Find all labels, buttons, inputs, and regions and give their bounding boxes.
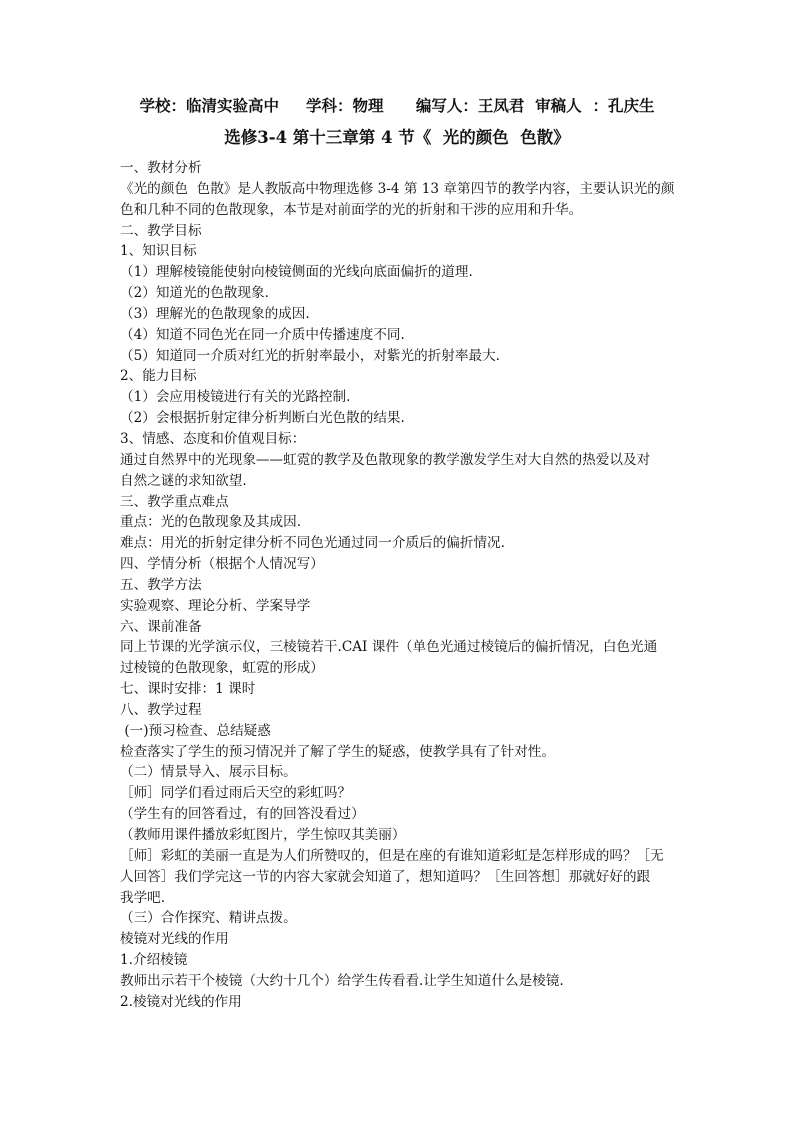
text-line: 2、能力目标 — [120, 368, 197, 385]
text-line: （4）知道不同色光在同一介质中传播速度不同. — [120, 326, 405, 343]
text-line: 四、学情分析（根据个人情况写） — [120, 556, 324, 573]
text-line: （学生有的回答看过，有的回答没看过） — [120, 806, 365, 823]
text-line: 检查落实了学生的预习情况并了解了学生的疑惑，使教学具有了针对性。 — [120, 743, 555, 760]
text-line: 同上节课的光学演示仪，三棱镜若干.CAI 课件（单色光通过棱镜后的偏折情况，白色光通 — [120, 639, 658, 656]
text-line: 重点：光的色散现象及其成因. — [120, 514, 302, 531]
text-line: 八、教学过程 — [120, 701, 202, 718]
text-line: 1.介绍棱镜 — [120, 952, 188, 969]
text-line: （3）理解光的色散现象的成因. — [120, 305, 310, 322]
text-line: 2.棱镜对光线的作用 — [120, 993, 242, 1010]
text-line: 七、课时安排：1 课时 — [120, 681, 256, 698]
text-line: 自然之谜的求知欲望. — [120, 472, 247, 489]
text-line: 一、教材分析 — [120, 160, 202, 176]
text-line: 我学吧. — [120, 889, 166, 906]
text-line: 难点：用光的折射定律分析不同色光通过同一介质后的偏折情况. — [120, 535, 505, 552]
header-info-line: 学校：临清实验高中 学科：物理 编写人：王凤君 审稿人 ：孔庆生 — [139, 96, 655, 115]
text-line: （1）会应用棱镜进行有关的光路控制. — [120, 389, 351, 406]
text-line: （5）知道同一介质对红光的折射率最小，对紫光的折射率最大. — [120, 347, 500, 364]
text-line: 二、教学目标 — [120, 222, 202, 239]
text-line: ［师］同学们看过雨后天空的彩虹吗？ — [120, 785, 352, 802]
text-line: (一)预习检查、总结疑惑 — [120, 722, 271, 739]
text-line: 实验观察、理论分析、学案导学 — [120, 597, 311, 614]
text-line: 1、知识目标 — [120, 243, 197, 260]
text-line: （二）情景导入、展示目标。 — [120, 764, 297, 781]
text-line: 过棱镜的色散现象，虹霓的形成） — [120, 660, 324, 677]
text-line: （2）会根据折射定律分析判断白光色散的结果. — [120, 410, 405, 427]
text-line: 通过自然界中的光现象——虹霓的教学及色散现象的教学激发学生对大自然的热爱以及对 — [120, 451, 651, 468]
text-line: ［师］彩虹的美丽一直是为人们所赞叹的，但是在座的有谁知道彩虹是怎样形成的吗？［无 — [120, 847, 664, 864]
text-line: 《光的颜色 色散》是人教版高中物理选修 3-4 第 13 章第四节的教学内容，主要认识光的颜 — [120, 180, 675, 197]
text-line: （2）知道光的色散现象. — [120, 285, 269, 302]
text-line: 五、教学方法 — [120, 576, 202, 593]
text-line: 3、情感、态度和价值观目标： — [120, 430, 306, 447]
text-line: 教师出示若干个棱镜（大约十几个）给学生传看看.让学生知道什么是棱镜. — [120, 972, 564, 989]
text-line: （三）合作探究、精讲点拨。 — [120, 910, 297, 927]
text-line: 棱镜对光线的作用 — [120, 931, 229, 948]
text-line: 六、课前准备 — [120, 618, 202, 635]
text-line: （1）理解棱镜能使射向棱镜侧面的光线向底面偏折的道理. — [120, 264, 473, 281]
text-line: 三、教学重点难点 — [120, 493, 229, 510]
lesson-title: 选修3-4 第十三章第 4 节《 光的颜色 色散》 — [224, 128, 570, 147]
text-line: （教师用课件播放彩虹图片，学生惊叹其美丽） — [120, 827, 406, 843]
text-line: 人回答］我们学完这一节的内容大家就会知道了，想知道吗？［生回答想］那就好好的跟 — [120, 868, 651, 885]
text-line: 色和几种不同的色散现象，本节是对前面学的光的折射和干涉的应用和升华。 — [120, 201, 583, 218]
document-body — [120, 158, 682, 1013]
